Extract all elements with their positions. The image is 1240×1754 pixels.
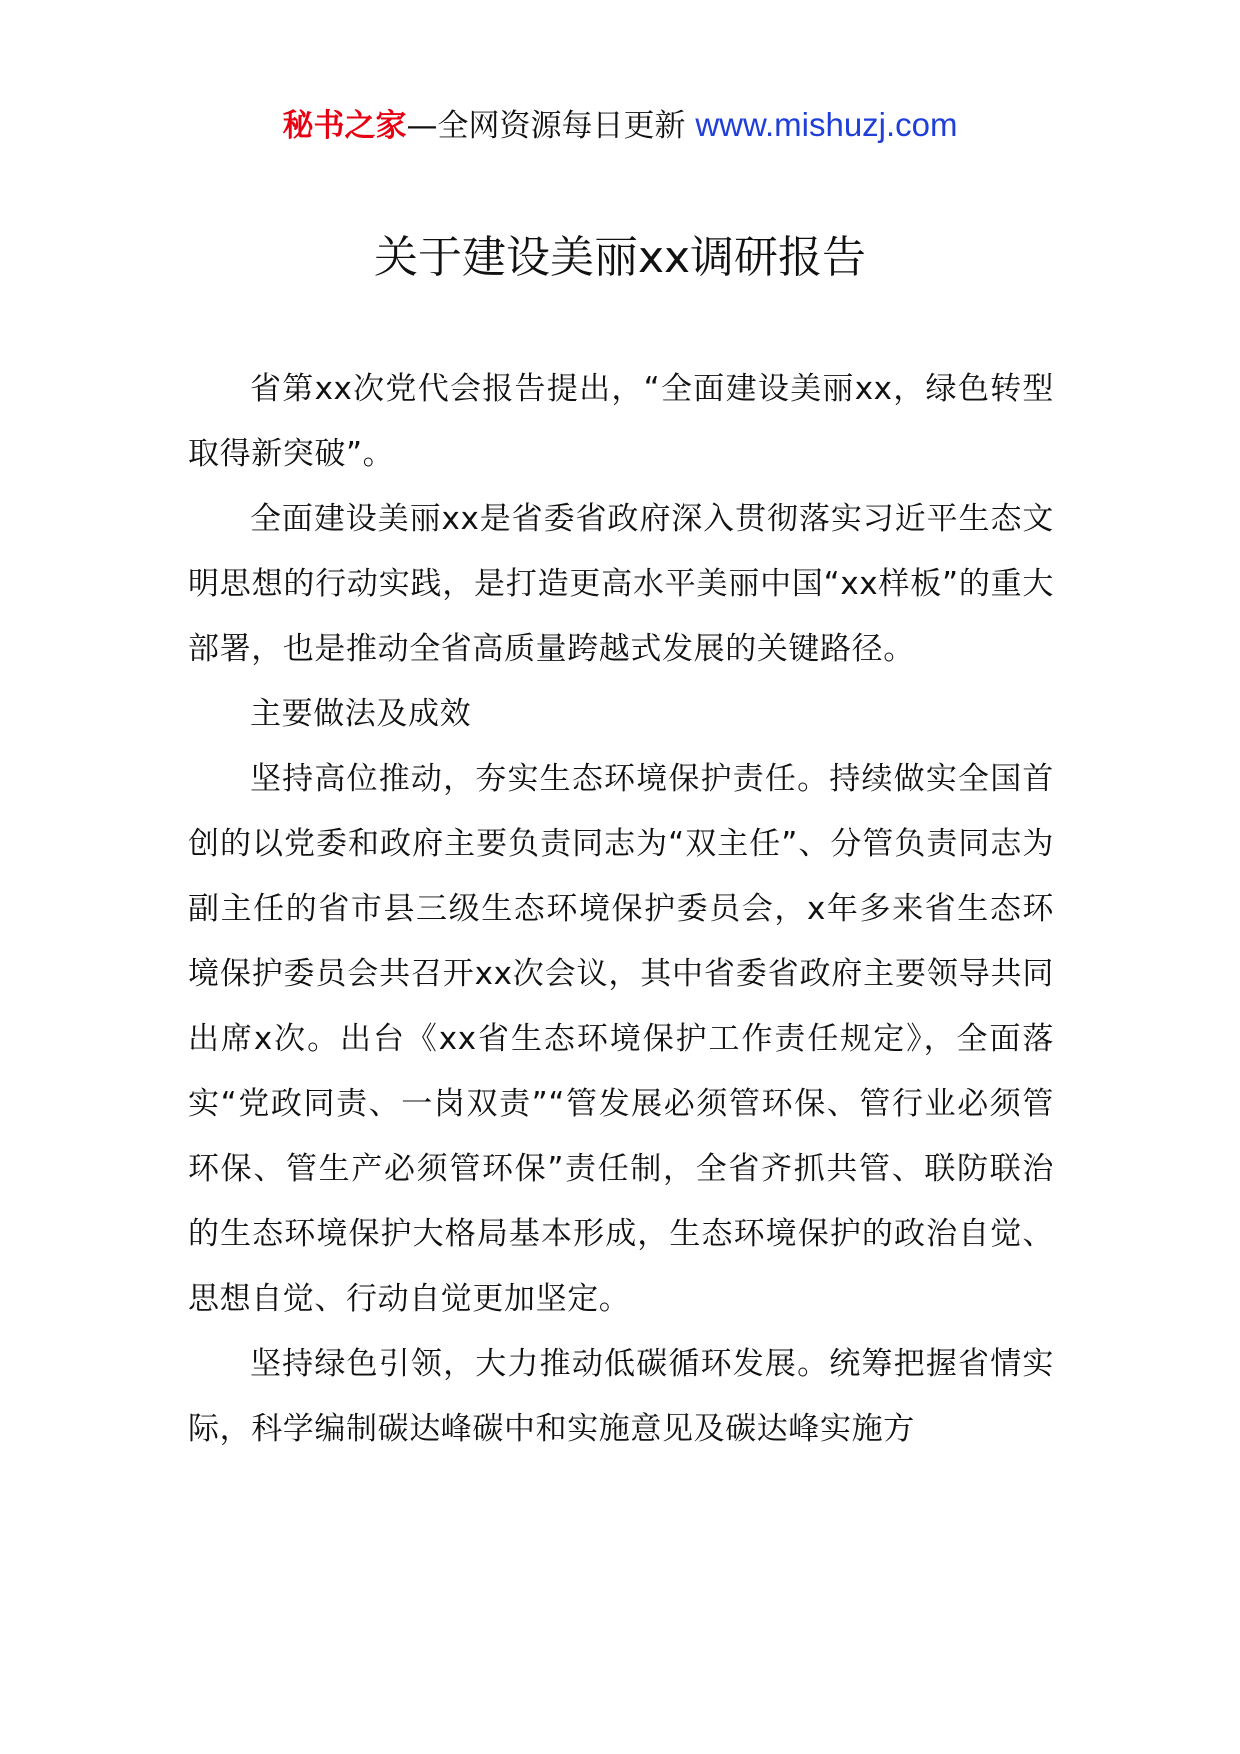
header-slogan: —全网资源每日更新 <box>406 108 686 144</box>
paragraph-overview: 全面建设美丽xx是省委省政府深入贯彻落实习近平生态文明思想的行动实践，是打造更高水平美丽中国“xx样板”的重大部署，也是推动全省高质量跨越式发展的关键路径。 <box>188 501 1054 667</box>
brand-name: 秘书之家 <box>282 108 407 144</box>
paragraph-green-development: 坚持绿色引领，大力推动低碳循环发展。统筹把握省情实际，科学编制碳达峰碳中和实施意见及碳达峰实施方 <box>188 1346 1054 1447</box>
document-title: 关于建设美丽xx调研报告 <box>373 232 867 283</box>
document-body <box>188 357 1054 1462</box>
paragraph-responsibility: 坚持高位推动，夯实生态环境保护责任。持续做实全国首创的以党委和政府主要负责同志为“双主任”、分管负责同志为副主任的省市县三级生态环境保护委员会，x年多来省生态环境保护委员会共召开xx次会议，其中省委省政府主要领导共同出席x次。出台《xx省生态环境保护工作责任规定》，全面落实“党政同责、一岗双责”“管发展必须管环保、管行业必须管环保、管生产必须管环保”责任制，全省齐抓共管、联防联治的生态环境保护大格局基本形成，生态环境保护的政治自觉、思想自觉、行动自觉更加坚定。 <box>188 761 1054 1317</box>
site-header <box>0 98 1240 153</box>
section-heading: 主要做法及成效 <box>250 696 472 732</box>
site-url-link[interactable]: www.mishuzj.com <box>695 106 958 143</box>
paragraph-intro: 省第xx次党代会报告提出，“全面建设美丽xx，绿色转型取得新突破”。 <box>188 371 1054 472</box>
